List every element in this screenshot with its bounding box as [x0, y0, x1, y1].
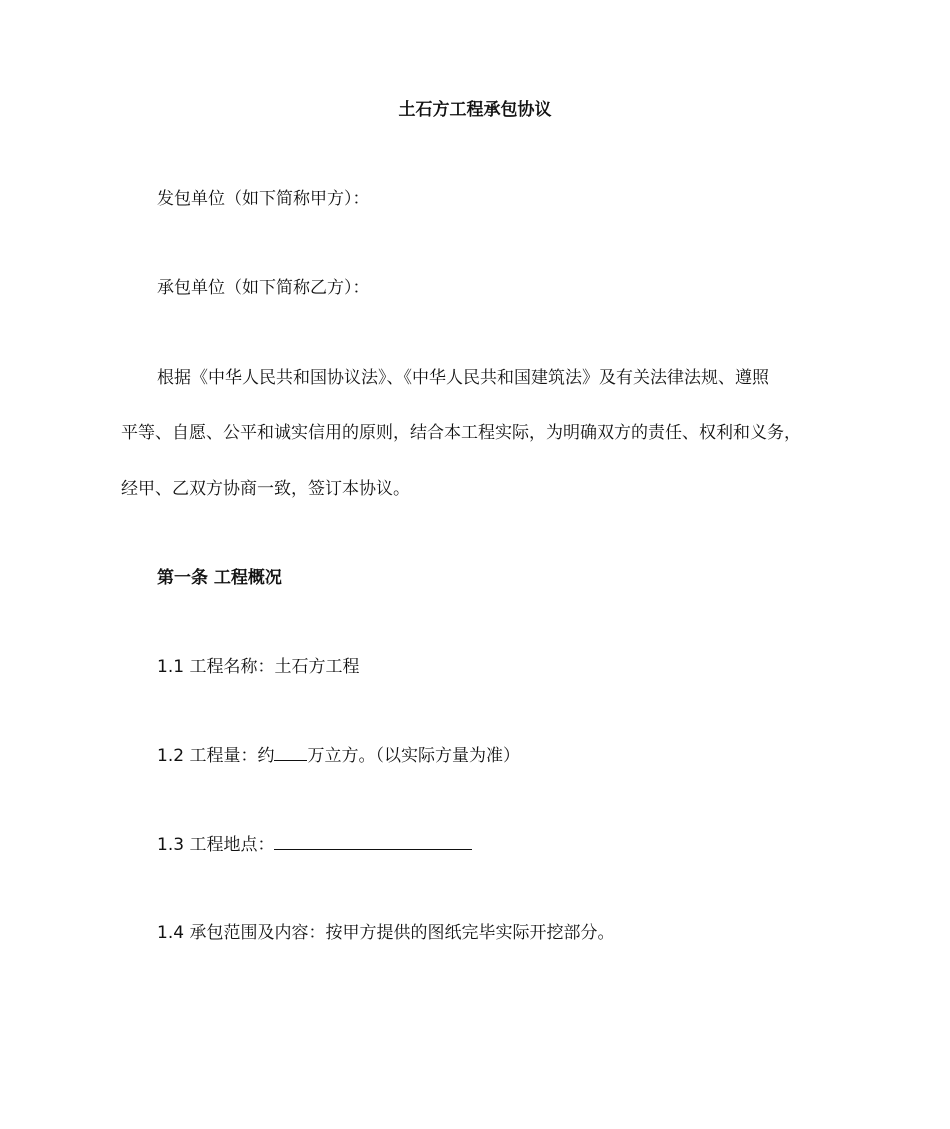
quantity-blank [274, 743, 307, 761]
item-1-1: 1.1 工程名称：土石方工程 [157, 657, 360, 677]
intro-line-1: 根据《中华人民共和国协议法》、《中华人民共和国建筑法》及有关法律法规、遵照 [157, 368, 769, 388]
item-1-2-suffix: 万立方。（以实际方量为准） [307, 746, 520, 766]
location-blank [274, 832, 472, 850]
item-1-3 [157, 832, 472, 857]
intro-line-3: 经甲、乙双方协商一致，签订本协议。 [121, 479, 410, 499]
party-a-line: 发包单位（如下简称甲方）： [157, 189, 370, 209]
document-title: 土石方工程承包协议 [398, 100, 552, 120]
item-1-2-prefix: 1.2 工程量：约 [157, 746, 275, 766]
item-1-3-prefix: 1.3 工程地点： [157, 835, 275, 855]
intro-line-2: 平等、自愿、公平和诚实信用的原则，结合本工程实际，为明确双方的责任、权利和义务， [121, 423, 801, 443]
article-1-heading: 第一条 工程概况 [157, 568, 282, 588]
item-1-2 [157, 743, 520, 768]
item-1-4: 1.4 承包范围及内容：按甲方提供的图纸完毕实际开挖部分。 [157, 923, 615, 943]
party-b-line: 承包单位（如下简称乙方）： [157, 278, 370, 298]
